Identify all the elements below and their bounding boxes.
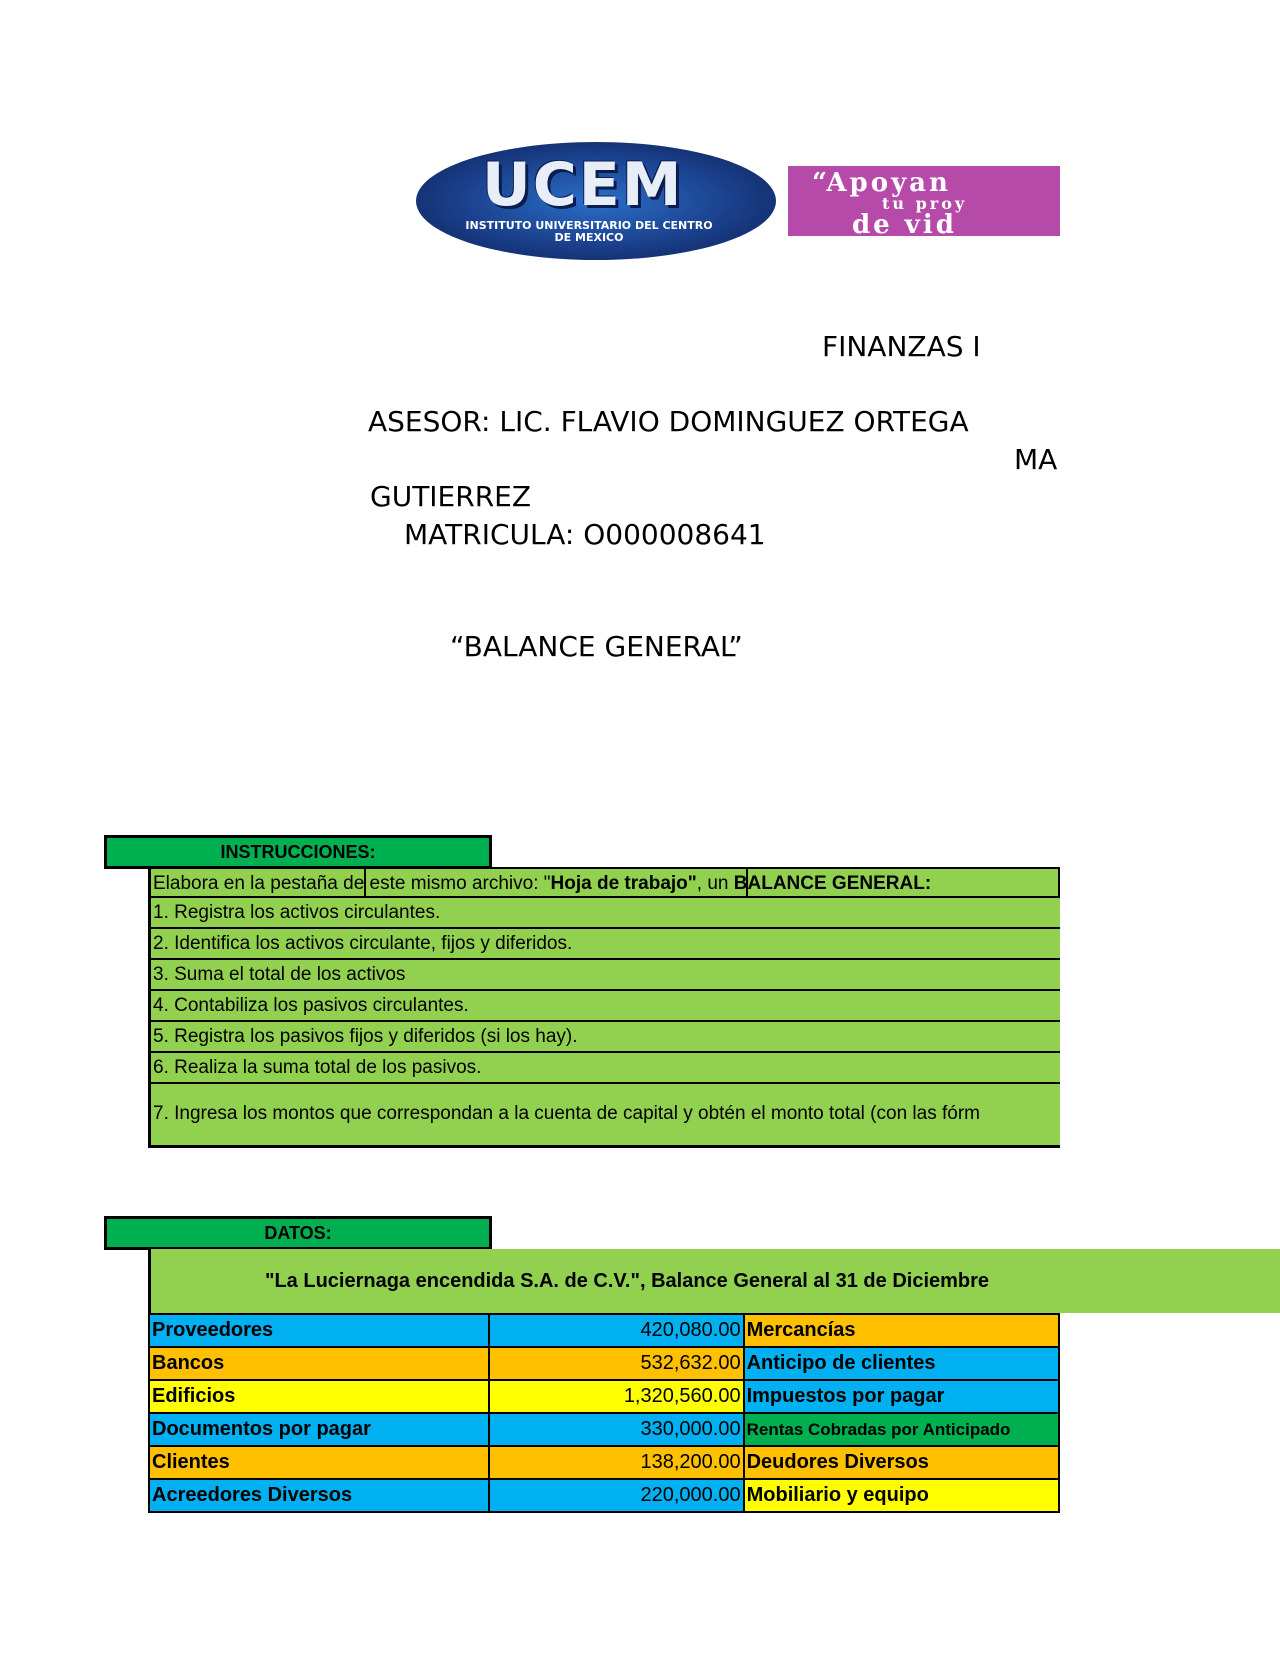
- datos-company-title: [148, 1249, 1280, 1313]
- logo-slogan-line3: de vid: [852, 210, 957, 240]
- instructions-panel: [148, 867, 1060, 1148]
- assignment-title: “BALANCE GENERAL”: [450, 630, 743, 663]
- account-amount: 330,000.00: [489, 1413, 743, 1446]
- instruction-step: 5. Registra los pasivos fijos y diferidos (si los hay).: [151, 1022, 1060, 1053]
- table-row: [149, 1380, 1059, 1413]
- table-row: [149, 1413, 1059, 1446]
- logo-slogan-line1: “Apoyan: [812, 168, 951, 198]
- instructions-intro: Elabora en la pestaña de este mismo archivo: "Hoja de trabajo", un BALANCE GENERAL:: [151, 867, 1060, 898]
- account-amount: 138,200.00: [489, 1446, 743, 1479]
- instruction-step: 6. Realiza la suma total de los pasivos.: [151, 1053, 1060, 1084]
- instruction-step: 1. Registra los activos circulantes.: [151, 898, 1060, 929]
- matricula: MATRICULA: O000008641: [404, 518, 766, 551]
- student-name-fragment: MA: [1014, 443, 1058, 476]
- table-row: [149, 1347, 1059, 1380]
- datos-title-text: "La Luciernaga encendida S.A. de C.V.", Balance General al 31 de Diciembre: [264, 1270, 990, 1292]
- account-name-right: Anticipo de clientes: [744, 1347, 1059, 1380]
- student-surname: GUTIERREZ: [370, 480, 532, 513]
- logo-slogan-band: [788, 166, 1060, 240]
- account-name: Acreedores Diversos: [149, 1479, 489, 1512]
- cell-grid-lines: [364, 869, 748, 898]
- logo-subtitle: INSTITUTO UNIVERSITARIO DEL CENTRO DE MEXICO: [465, 219, 713, 244]
- table-row: [149, 1314, 1059, 1347]
- account-amount: 220,000.00: [489, 1479, 743, 1512]
- account-name: Clientes: [149, 1446, 489, 1479]
- instruction-step: 3. Suma el total de los activos: [151, 960, 1060, 991]
- advisor-line: ASESOR: LIC. FLAVIO DOMINGUEZ ORTEGA: [368, 405, 969, 438]
- account-amount: 532,632.00: [489, 1347, 743, 1380]
- instruction-step: 2. Identifica los activos circulante, fijos y diferidos.: [151, 929, 1060, 960]
- table-row: [149, 1479, 1059, 1512]
- instruction-step: 4. Contabiliza los pasivos circulantes.: [151, 991, 1060, 1022]
- table-row: [149, 1446, 1059, 1479]
- account-amount: 420,080.00: [489, 1314, 743, 1347]
- logo-slogan-line2: tu proy: [882, 194, 968, 213]
- ucem-logo: [408, 142, 1060, 260]
- account-name-right: Rentas Cobradas por Anticipado: [744, 1413, 1059, 1446]
- account-name-right: Deudores Diversos: [744, 1446, 1059, 1479]
- logo-name: UCEM: [482, 150, 684, 220]
- account-name-right: Impuestos por pagar: [744, 1380, 1059, 1413]
- account-name-right: Mobiliario y equipo: [744, 1479, 1059, 1512]
- account-amount: 1,320,560.00: [489, 1380, 743, 1413]
- datos-heading: DATOS:: [104, 1216, 492, 1250]
- account-name: Edificios: [149, 1380, 489, 1413]
- account-name-right: Mercancías: [744, 1314, 1059, 1347]
- instruction-step: 7. Ingresa los montos que correspondan a la cuenta de capital y obtén el monto total (con las fórm: [151, 1084, 1060, 1148]
- account-name: Documentos por pagar: [149, 1413, 489, 1446]
- course-title: FINANZAS I: [822, 330, 981, 363]
- account-name: Proveedores: [149, 1314, 489, 1347]
- instructions-heading: INSTRUCCIONES:: [104, 835, 492, 869]
- datos-table: [148, 1313, 1060, 1513]
- account-name: Bancos: [149, 1347, 489, 1380]
